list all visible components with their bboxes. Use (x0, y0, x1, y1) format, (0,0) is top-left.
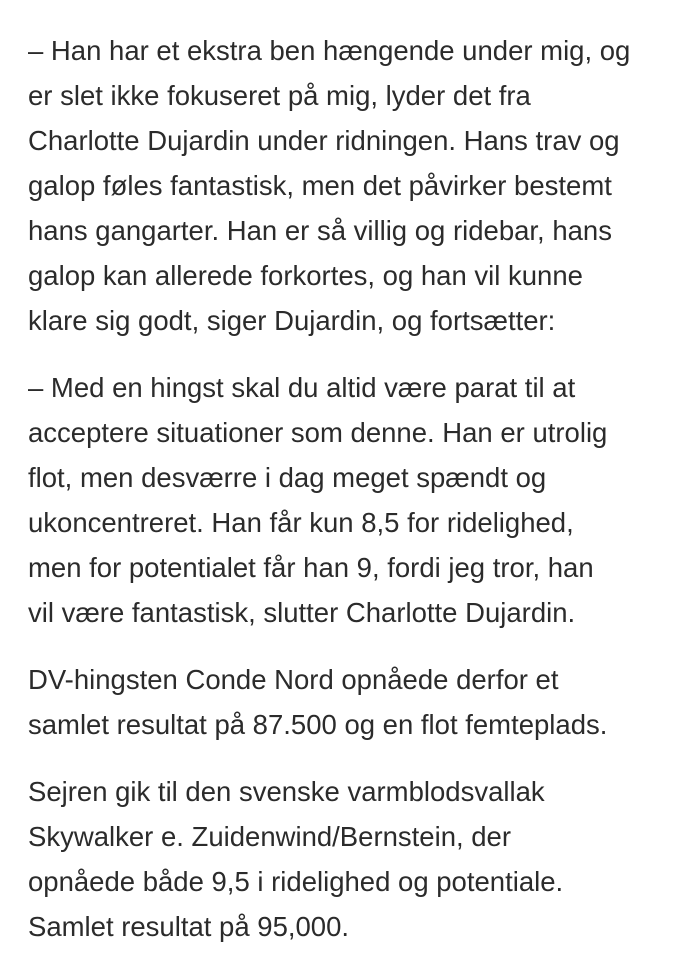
text-line: klare sig godt, siger Dujardin, og fortsætter: (28, 305, 556, 336)
article-body (28, 28, 676, 971)
text-line: flot, men desværre i dag meget spændt og (28, 462, 547, 493)
text-line: vil være fantastisk, slutter Charlotte Dujardin. (28, 597, 576, 628)
text-line: galop føles fantastisk, men det påvirker bestemt (28, 170, 612, 201)
text-line: – Han har et ekstra ben hængende under mig, og (28, 35, 631, 66)
paragraph-quote-first (28, 28, 676, 343)
paragraph-result (28, 657, 676, 747)
text-line: er slet ikke fokuseret på mig, lyder det fra (28, 80, 531, 111)
text-line: DV-hingsten Conde Nord opnåede derfor et (28, 664, 559, 695)
text-line: ukoncentreret. Han får kun 8,5 for ridelighed, (28, 507, 574, 538)
text-line: acceptere situationer som denne. Han er utrolig (28, 417, 608, 448)
paragraph-quote-second (28, 365, 676, 635)
text-line: men for potentialet får han 9, fordi jeg tror, han (28, 552, 594, 583)
text-line: hans gangarter. Han er så villig og ridebar, hans (28, 215, 612, 246)
text-line: – Med en hingst skal du altid være parat til at (28, 372, 576, 403)
text-line: Charlotte Dujardin under ridningen. Hans trav og (28, 125, 620, 156)
paragraph-winner (28, 769, 676, 949)
text-line: Sejren gik til den svenske varmblodsvallak (28, 776, 545, 807)
text-line: galop kan allerede forkortes, og han vil kunne (28, 260, 583, 291)
text-line: opnåede både 9,5 i ridelighed og potentiale. (28, 866, 564, 897)
text-line: Samlet resultat på 95,000. (28, 911, 350, 942)
text-line: samlet resultat på 87.500 og en flot femteplads. (28, 709, 608, 740)
text-line: Skywalker e. Zuidenwind/Bernstein, der (28, 821, 512, 852)
